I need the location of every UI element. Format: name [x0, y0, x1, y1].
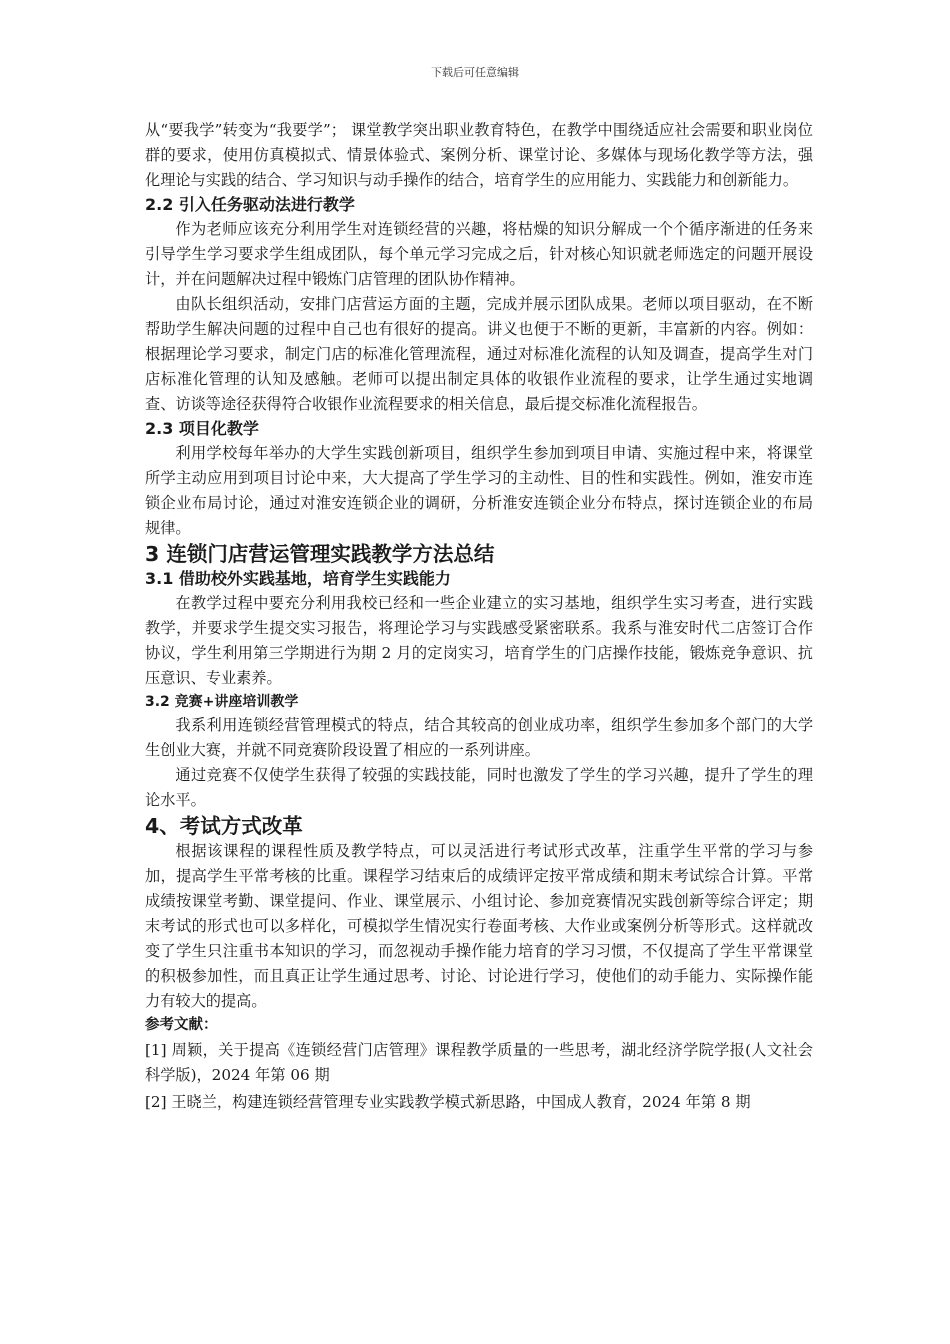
reference-1: [1] 周颖，关于提高《连锁经营门店管理》课程教学质量的一些思考，湖北经济学院学报(人文社会科学版)，2024 年第 06 期 — [145, 1041, 813, 1084]
document-body — [145, 118, 813, 1115]
heading-3-1: 3.1 借助校外实践基地，培育学生实践能力 — [145, 569, 451, 588]
paragraph-3-2-a: 我系利用连锁经营管理模式的特点，结合其较高的创业成功率，组织学生参加多个部门的大学生创业大赛，并就不同竞赛阶段设置了相应的一系列讲座。 — [145, 716, 813, 759]
paragraph-4: 根据该课程的课程性质及教学特点，可以灵活进行考试形式改革，注重学生平常的学习与参加，提高学生平常考核的比重。课程学习结束后的成绩评定按平常成绩和期末考试综合计算。平常成绩按课堂考勤、课堂提问、作业、课堂展示、小组讨论、参加竞赛情况实践创新等综合评定；期末考试的形式也可以多样化，可模拟学生情况实行卷面考核、大作业或案例分析等形式。这样就改变了学生只注重书本知识的学习，而忽视动手操作能力培育的学习习惯，不仅提高了学生平常课堂的积极参加性，而且真正让学生通过思考、讨论、讨论进行学习，使他们的动手能力、实际操作能力有较大的提高。 — [145, 842, 813, 1010]
paragraph-intro: 从“要我学”转变为“我要学”； 课堂教学突出职业教育特色，在教学中围绕适应社会需要和职业岗位群的要求，使用仿真模拟式、情景体验式、案例分析、课堂讨论、多媒体与现场化教学等方法，强化理论与实践的结合、学习知识与动手操作的结合，培育学生的应用能力、实践能力和创新能力。 — [145, 121, 813, 189]
heading-3: 3 连锁门店营运管理实践教学方法总结 — [145, 542, 495, 566]
paragraph-2-3: 利用学校每年举办的大学生实践创新项目，组织学生参加到项目申请、实施过程中来，将课堂所学主动应用到项目讨论中来，大大提高了学生学习的主动性、目的性和实践性。例如，淮安市连锁企业布局讨论，通过对淮安连锁企业的调研，分析淮安连锁企业分布特点，探讨连锁企业的布局规律。 — [145, 444, 813, 537]
heading-3-2: 3.2 竞赛+讲座培训教学 — [145, 694, 299, 710]
paragraph-3-2-b: 通过竞赛不仅使学生获得了较强的实践技能，同时也激发了学生的学习兴趣，提升了学生的理论水平。 — [145, 766, 813, 809]
page-header-note: 下载后可任意编辑 — [431, 66, 519, 79]
paragraph-3-1: 在教学过程中要充分利用我校已经和一些企业建立的实习基地，组织学生实习考查，进行实践教学，并要求学生提交实习报告，将理论学习与实践感受紧密联系。我系与淮安时代二店签订合作协议，学生利用第三学期进行为期 2 月的定岗实习，培育学生的门店操作技能，锻炼竞争意识、抗压意识、专业素养。 — [145, 594, 813, 687]
references-heading: 参考文献： — [145, 1017, 218, 1033]
reference-2: [2] 王晓兰，构建连锁经营管理专业实践教学模式新思路，中国成人教育，2024 年第 8 期 — [145, 1093, 751, 1111]
heading-2-3: 2.3 项目化教学 — [145, 419, 259, 438]
paragraph-2-2-a: 作为老师应该充分利用学生对连锁经营的兴趣，将枯燥的知识分解成一个个循序渐进的任务来引导学生学习要求学生组成团队，每个单元学习完成之后，针对核心知识就老师选定的问题开展设计，并在问题解决过程中锻炼门店管理的团队协作精神。 — [145, 220, 813, 288]
heading-2-2: 2.2 引入任务驱动法进行教学 — [145, 195, 355, 214]
paragraph-2-2-b: 由队长组织活动，安排门店营运方面的主题，完成并展示团队成果。老师以项目驱动，在不断帮助学生解决问题的过程中自己也有很好的提高。讲义也便于不断的更新，丰富新的内容。例如：根据理论学习要求，制定门店的标准化管理流程，通过对标准化流程的认知及调查，提高学生对门店标准化管理的认知及感触。老师可以提出制定具体的收银作业流程的要求，让学生通过实地调查、访谈等途径获得符合收银作业流程要求的相关信息，最后提交标准化流程报告。 — [145, 295, 813, 413]
heading-4: 4、考试方式改革 — [145, 814, 303, 838]
